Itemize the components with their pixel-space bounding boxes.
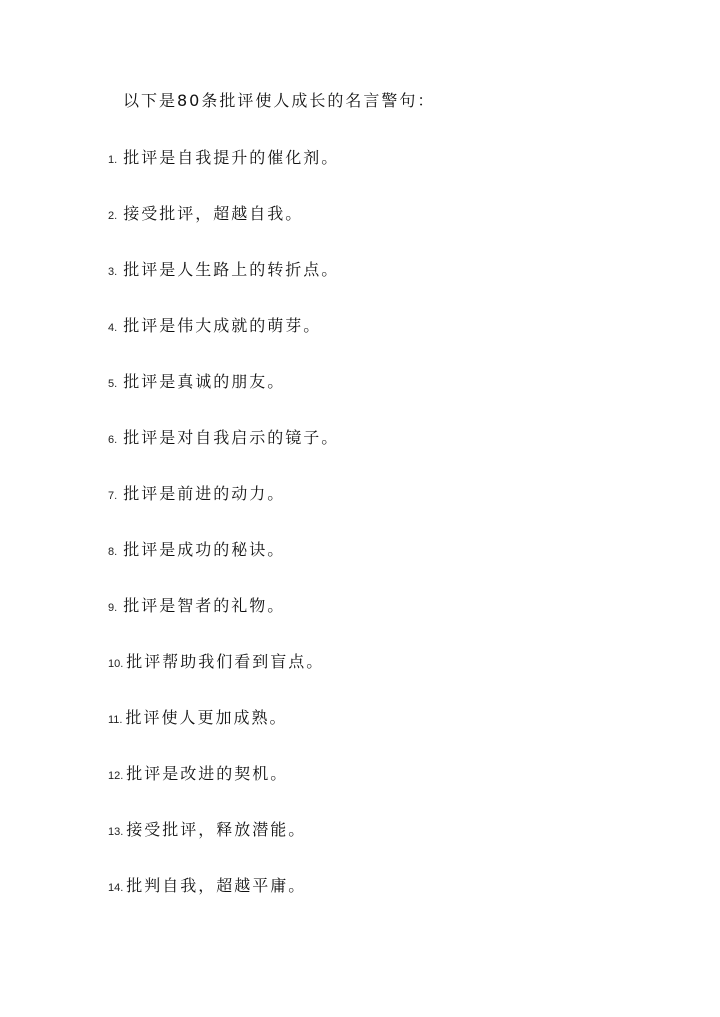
item-number: 7.	[108, 490, 118, 502]
item-number: 10.	[108, 658, 124, 670]
list-item	[108, 761, 288, 784]
item-text: 批评是智者的礼物。	[123, 596, 286, 615]
item-text: 批评是伟大成就的萌芽。	[123, 316, 322, 335]
list-item	[108, 369, 285, 392]
item-text: 批评是成功的秘诀。	[123, 540, 286, 559]
list-item	[108, 481, 285, 504]
item-text: 批评帮助我们看到盲点。	[126, 652, 325, 671]
item-text: 批评是人生路上的转折点。	[123, 260, 340, 279]
item-number: 6.	[108, 434, 118, 446]
item-number: 1.	[108, 154, 118, 166]
item-text: 批评是改进的契机。	[126, 764, 289, 783]
list-item	[108, 537, 285, 560]
item-number: 11.	[108, 714, 123, 726]
item-text: 批评是真诚的朋友。	[123, 372, 286, 391]
item-number: 8.	[108, 546, 118, 558]
item-number: 9.	[108, 602, 118, 614]
list-item	[108, 817, 306, 840]
list-item	[108, 201, 303, 224]
item-number: 4.	[108, 322, 118, 334]
list-item	[108, 145, 339, 168]
list-item	[108, 873, 306, 896]
item-number: 2.	[108, 210, 118, 222]
item-number: 14.	[108, 882, 124, 894]
list-item	[108, 425, 339, 448]
list-item	[108, 705, 288, 728]
item-number: 13.	[108, 826, 124, 838]
item-number: 5.	[108, 378, 118, 390]
item-text: 接受批评，释放潜能。	[126, 820, 307, 839]
item-text: 批评是自我提升的催化剂。	[123, 148, 340, 167]
list-item	[108, 313, 321, 336]
item-text: 批判自我，超越平庸。	[126, 876, 307, 895]
list-item	[108, 257, 339, 280]
item-text: 批评是对自我启示的镜子。	[123, 428, 340, 447]
list-item	[108, 593, 285, 616]
intro-line: 以下是80条批评使人成长的名言警句：	[123, 91, 436, 110]
item-text: 批评是前进的动力。	[123, 484, 286, 503]
list-item	[108, 649, 324, 672]
item-number: 3.	[108, 266, 118, 278]
item-text: 接受批评，超越自我。	[123, 204, 304, 223]
item-number: 12.	[108, 770, 124, 782]
item-text: 批评使人更加成熟。	[125, 708, 288, 727]
